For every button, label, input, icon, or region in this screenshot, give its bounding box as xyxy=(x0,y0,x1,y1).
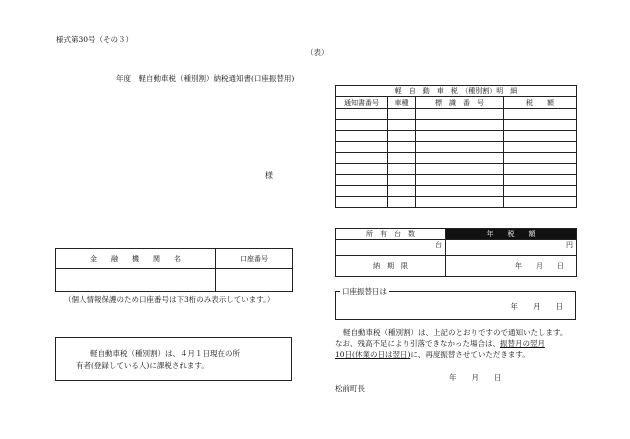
notice-line-3-plain: に、再度振替させていただきます。 xyxy=(410,350,530,359)
plate-number-cell xyxy=(416,164,504,175)
vehicle-type-cell xyxy=(388,109,416,120)
detail-row xyxy=(336,142,577,153)
tax-amount-cell xyxy=(504,164,577,175)
bank-table-header-row xyxy=(56,249,293,269)
detail-table xyxy=(335,85,577,208)
vehicle-count-label: 所 有 台 数 xyxy=(336,229,446,240)
plate-number-cell xyxy=(416,186,504,197)
notice-line-2-plain: なお、残高不足により引落できなかった場合は、 xyxy=(335,339,500,348)
bank-table-row xyxy=(56,269,293,292)
tax-amount-cell xyxy=(504,175,577,186)
tax-amount-cell xyxy=(504,186,577,197)
privacy-note: （個人情報保護のため口座番号は下3桁のみ表示しています。） xyxy=(64,295,275,304)
detail-row xyxy=(336,164,577,175)
tax-amount-cell xyxy=(504,131,577,142)
notice-number-cell xyxy=(336,131,388,142)
detail-row xyxy=(336,153,577,164)
due-date-label: 納 期 限 xyxy=(336,256,446,277)
tax-amount-cell xyxy=(504,120,577,131)
detail-row xyxy=(336,120,577,131)
tax-amount-cell xyxy=(504,197,577,208)
vehicle-type-cell xyxy=(388,186,416,197)
tax-amount-cell xyxy=(504,142,577,153)
vehicle-type-cell xyxy=(388,164,416,175)
due-date-value: 年 月 日 xyxy=(446,256,577,277)
info-line-2: 有者(登録している人)に課税されます。 xyxy=(76,361,209,370)
summary-value-row xyxy=(336,240,577,256)
notice-number-cell xyxy=(336,153,388,164)
plate-number-cell xyxy=(416,120,504,131)
annual-tax-label: 年 税 額 xyxy=(446,229,577,240)
plate-number-cell xyxy=(416,197,504,208)
tax-amount-header: 税 額 xyxy=(504,97,577,109)
plate-number-cell xyxy=(416,109,504,120)
addressee-suffix: 様 xyxy=(265,171,273,180)
detail-title: 軽 自 動 車 税 （種別割）明 細 xyxy=(336,86,577,97)
detail-row xyxy=(336,197,577,208)
vehicle-type-cell xyxy=(388,142,416,153)
detail-row xyxy=(336,131,577,142)
notice-line-3 xyxy=(335,349,530,360)
plate-number-cell xyxy=(416,175,504,186)
vehicle-count-unit: 台 xyxy=(336,240,446,256)
account-number-header: 口座番号 xyxy=(216,249,293,269)
detail-row xyxy=(336,175,577,186)
issue-date: 年 月 日 xyxy=(449,373,502,382)
notice-number-header: 通知書番号 xyxy=(336,97,388,109)
bank-table xyxy=(55,248,293,292)
summary-header-row xyxy=(336,229,577,240)
transfer-date-label: 口座振替日は xyxy=(342,287,387,296)
summary-table xyxy=(335,228,577,277)
tax-amount-cell xyxy=(504,109,577,120)
notice-title: 年度 軽自動車税（種別割）納税通知書(口座振替用) xyxy=(116,74,295,83)
notice-number-cell xyxy=(336,186,388,197)
vehicle-type-cell xyxy=(388,175,416,186)
notice-number-cell xyxy=(336,197,388,208)
plate-number-header: 標 識 番 号 xyxy=(416,97,504,109)
notice-line-2-underlined: 振替月の翌月 xyxy=(500,339,545,348)
notice-number-cell xyxy=(336,142,388,153)
vehicle-type-cell xyxy=(388,131,416,142)
vehicle-type-cell xyxy=(388,120,416,131)
issuer: 松前町長 xyxy=(335,384,365,393)
detail-header-row xyxy=(336,97,577,109)
form-number: 様式第30号（その３） xyxy=(56,35,134,44)
notice-line-1: 軽自動車税（種別割）は、上記のとおりですので通知いたします。 xyxy=(343,328,568,337)
detail-title-row xyxy=(336,86,577,97)
notice-line-2 xyxy=(335,338,545,349)
vehicle-type-cell xyxy=(388,197,416,208)
notice-line-3-underlined: 10日(休業の日は翌日) xyxy=(335,350,411,359)
plate-number-cell xyxy=(416,131,504,142)
transfer-date-value: 年 月 日 xyxy=(510,302,563,311)
annual-tax-unit: 円 xyxy=(446,240,577,256)
notice-number-cell xyxy=(336,164,388,175)
side-label: （表） xyxy=(306,48,329,57)
notice-number-cell xyxy=(336,109,388,120)
plate-number-cell xyxy=(416,142,504,153)
vehicle-type-cell xyxy=(388,153,416,164)
info-line-1: 軽自動車税（種別割）は、４月１日現在の所 xyxy=(90,349,240,358)
plate-number-cell xyxy=(416,153,504,164)
notice-number-cell xyxy=(336,120,388,131)
detail-row xyxy=(336,109,577,120)
bank-name-header: 金 融 機 関 名 xyxy=(56,249,216,269)
info-box xyxy=(55,337,292,381)
transfer-date-box xyxy=(335,287,576,320)
account-number-cell xyxy=(216,269,293,292)
vehicle-type-header: 車種 xyxy=(388,97,416,109)
due-date-row xyxy=(336,256,577,277)
notice-number-cell xyxy=(336,175,388,186)
tax-amount-cell xyxy=(504,153,577,164)
bank-name-cell xyxy=(56,269,216,292)
detail-row xyxy=(336,186,577,197)
